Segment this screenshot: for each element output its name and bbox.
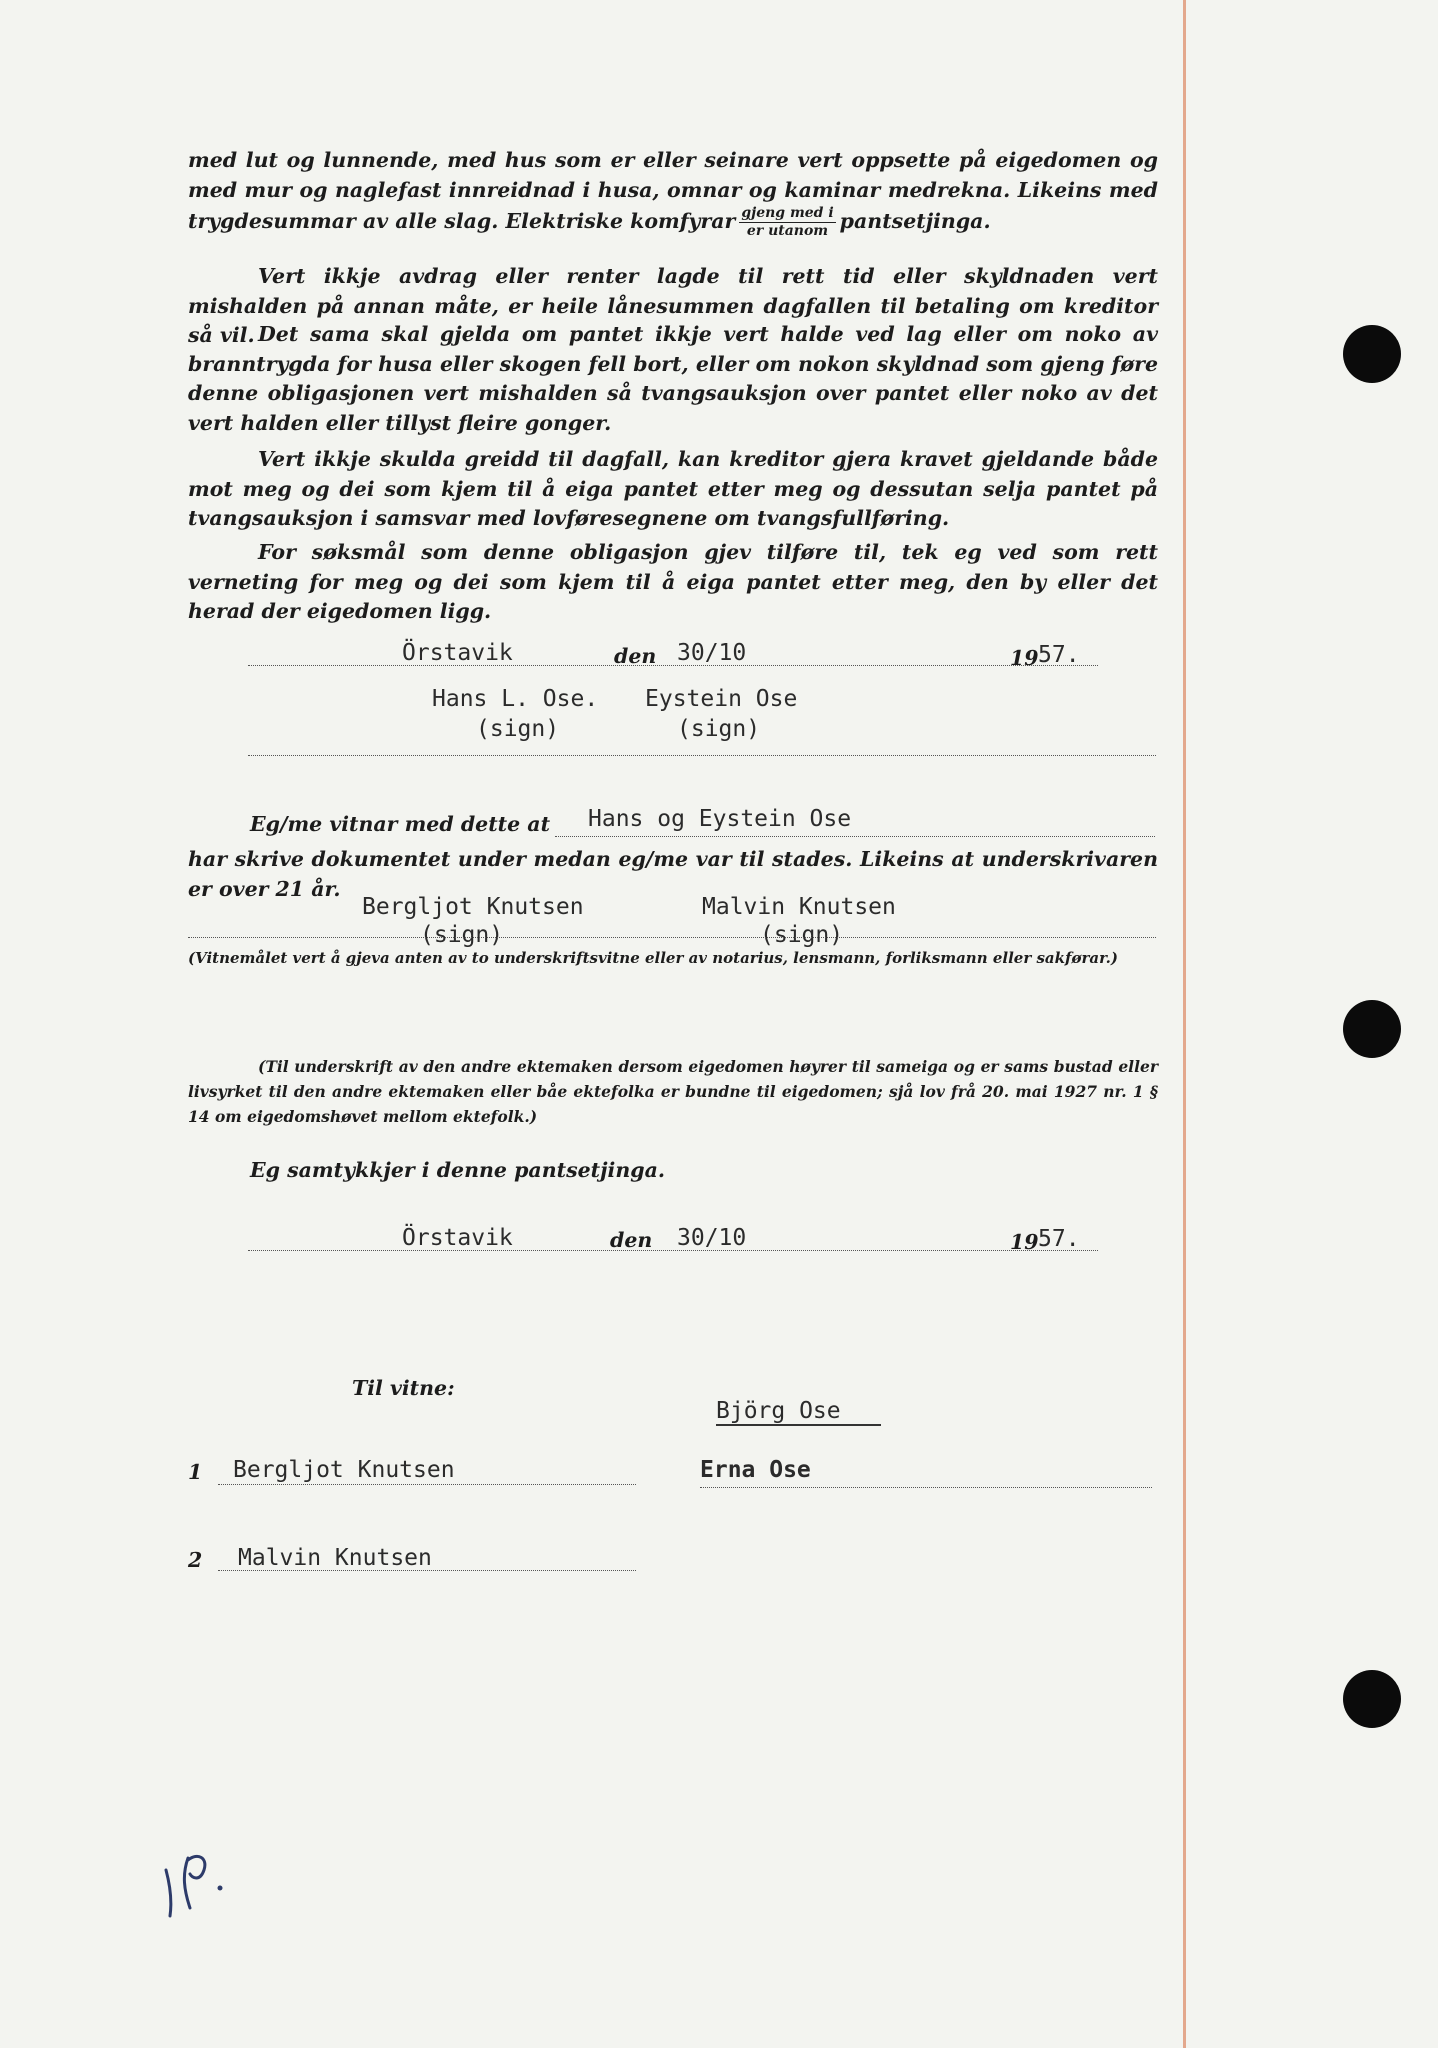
margin-rule	[1183, 0, 1186, 2048]
witness-note: (Vitnemålet vert å gjeva anten av to underskriftsvitne eller av notarius, lensmann, forliksmann eller sakførar.)	[188, 949, 1118, 967]
paragraph-venue: For søksmål som denne obligasjon gjev tilføre til, tek eg ved som rett verneting for meg og dei som kjem til å eiga pantet etter meg, den by eller det herad der eigedomen ligg.	[188, 540, 1158, 623]
date: 30/10	[677, 640, 747, 666]
witness-names: Hans og Eystein Ose	[588, 806, 852, 832]
signature-line	[248, 755, 1156, 756]
place: Örstavik	[402, 640, 513, 666]
paragraph-default: Vert ikkje avdrag eller renter lagde til rett tid eller skyldnaden vert mishalden på annan måte, er heile lånesummen dagfallen til betaling om kreditor så vil.	[188, 264, 1158, 347]
date: 30/10	[677, 1225, 747, 1251]
witness-1: Bergljot Knutsen	[362, 894, 584, 920]
til-vitne-witness-1: Bergljot Knutsen	[233, 1457, 455, 1483]
punch-hole	[1343, 1000, 1401, 1058]
punch-hole	[1343, 325, 1401, 383]
sign-marker: (sign)	[476, 716, 560, 742]
place: Örstavik	[402, 1225, 513, 1251]
handwritten-mark-icon	[158, 1830, 238, 1920]
den-label: den	[614, 644, 657, 668]
spouse-note: (Til underskrift av den andre ektemaken dersom eigedomen høyrer til sameiga og er sams bustad eller livsyrket til den andre ektemaken eller båe ektefolka er bundne til eigedomen; sjå lov frå 20. mai 1927 nr. 1 § 14 om eigedomshøvet mellom ektefolk.)	[188, 1057, 1158, 1126]
til-vitne-label: Til vitne:	[352, 1376, 455, 1400]
signature-bjorg: Björg Ose	[716, 1398, 881, 1426]
date-line	[248, 1250, 1098, 1251]
witness-text: har skrive dokumentet under medan eg/me var til stades. Likeins at underskrivaren er over 21 år.	[188, 847, 1158, 901]
paragraph-property: med lut og lunnende, med hus som er eller seinare vert oppsette på eigedomen og med mur og naglefast innreidnad i husa, omnar og kaminar medrekna. Likeins med trygdesummar av alle slag. Elektriske komfyrar $\frac{\text{gjeng med i}}{\text{er utanom}}$ pantsetjinga.	[188, 148, 1158, 239]
til-vitne-witness-2: Malvin Knutsen	[238, 1545, 432, 1571]
signer-2: Eystein Ose	[645, 686, 798, 712]
consent-text: Eg samtykkjer i denne pantsetjinga.	[250, 1158, 665, 1182]
den-label: den	[610, 1228, 653, 1252]
signature-line	[700, 1487, 1152, 1488]
year-suffix: 57.	[1038, 1226, 1080, 1252]
witness-number: 2	[188, 1548, 203, 1572]
signer-1: Hans L. Ose.	[432, 686, 599, 712]
signature-erna: Erna Ose	[700, 1457, 811, 1483]
paragraph-insurance: Det sama skal gjelda om pantet ikkje vert halde ved lag eller om noko av branntrygda for husa eller skogen fell bort, eller om nokon skyldnad som gjeng føre denne obligasjonen vert mishalden så tvangsauksjon over pantet eller noko av det vert halden eller tillyst fleire gonger.	[188, 322, 1158, 435]
witness-line	[218, 1570, 636, 1571]
witness-signature-line	[188, 937, 1156, 938]
date-line	[248, 665, 1098, 666]
year-prefix: 19	[1010, 646, 1039, 670]
sign-marker: (sign)	[677, 716, 761, 742]
punch-hole	[1343, 1670, 1401, 1728]
year-suffix: 57.	[1038, 642, 1080, 668]
witness-2: Malvin Knutsen	[702, 894, 896, 920]
sign-marker: (sign)	[760, 922, 844, 948]
sign-marker: (sign)	[420, 922, 504, 948]
year-prefix: 19	[1010, 1230, 1039, 1254]
paragraph-due: Vert ikkje skulda greidd til dagfall, kan kreditor gjera kravet gjeldande både mot meg og dei som kjem til å eiga pantet etter meg og dessutan selja pantet på tvangsauksjon i samsvar med lovføresegnene om tvangsfullføring.	[188, 447, 1158, 530]
witness-line	[218, 1484, 636, 1485]
option-fraction: $\frac{\text{gjeng med i}}{\text{er utanom}}$	[741, 205, 834, 239]
witness-names-line	[555, 836, 1155, 837]
witness-number: 1	[188, 1460, 203, 1484]
witness-lead: Eg/me vitnar med dette at	[250, 812, 551, 836]
